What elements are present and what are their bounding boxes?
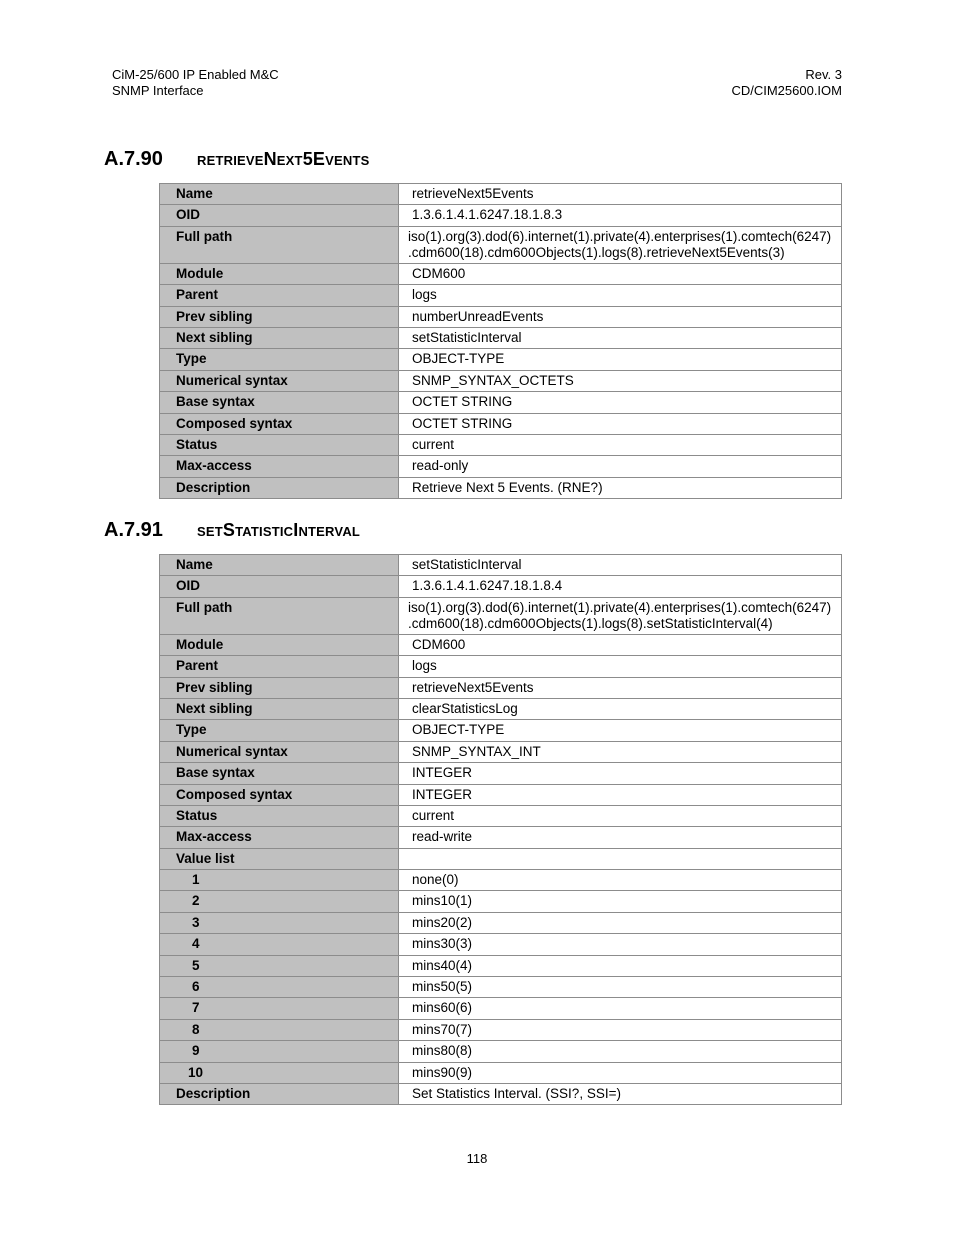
table-row — [160, 555, 842, 576]
row-key: Prev sibling — [160, 306, 399, 327]
row-key: Name — [160, 555, 399, 576]
row-key: Prev sibling — [160, 677, 399, 698]
table-row — [160, 576, 842, 597]
definition-table-1 — [159, 183, 842, 499]
table-row — [160, 741, 842, 762]
table-row — [160, 1019, 842, 1040]
row-value: retrieveNext5Events — [399, 184, 842, 205]
row-value: mins40(4) — [399, 955, 842, 976]
table-row — [160, 827, 842, 848]
row-key: Full path — [160, 597, 399, 634]
row-key: Base syntax — [160, 392, 399, 413]
section-heading-2 — [104, 519, 360, 542]
row-value — [399, 226, 842, 263]
table-row — [160, 763, 842, 784]
row-value: 1.3.6.1.4.1.6247.18.1.8.4 — [399, 576, 842, 597]
table-row — [160, 477, 842, 498]
table-row — [160, 456, 842, 477]
row-value: clearStatisticsLog — [399, 698, 842, 719]
row-value: CDM600 — [399, 263, 842, 284]
row-value: current — [399, 805, 842, 826]
table-row — [160, 306, 842, 327]
row-key: Composed syntax — [160, 413, 399, 434]
row-value — [399, 848, 842, 869]
table-row — [160, 434, 842, 455]
table-row — [160, 998, 842, 1019]
full-path-line-2: .cdm600(18).cdm600Objects(1).logs(8).setStatisticInterval(4) — [408, 615, 773, 631]
row-key: 4 — [160, 934, 399, 955]
header-revision: Rev. 3 — [805, 67, 842, 82]
row-key: Description — [160, 1083, 399, 1104]
row-key: Max-access — [160, 827, 399, 848]
row-value: OCTET STRING — [399, 392, 842, 413]
row-value: SNMP_SYNTAX_INT — [399, 741, 842, 762]
row-key: Name — [160, 184, 399, 205]
row-key: 2 — [160, 891, 399, 912]
header-right — [731, 67, 842, 99]
row-value — [399, 597, 842, 634]
table-row — [160, 656, 842, 677]
row-value: OBJECT-TYPE — [399, 720, 842, 741]
row-value: Set Statistics Interval. (SSI?, SSI=) — [399, 1083, 842, 1104]
table-row — [160, 205, 842, 226]
header-doc-id: CD/CIM25600.IOM — [731, 83, 842, 98]
row-key: 1 — [160, 870, 399, 891]
row-value: INTEGER — [399, 784, 842, 805]
page-number: 118 — [466, 1151, 488, 1166]
table-row — [160, 327, 842, 348]
row-key: 9 — [160, 1041, 399, 1062]
row-key: 7 — [160, 998, 399, 1019]
table-row — [160, 870, 842, 891]
table-row — [160, 848, 842, 869]
definition-table-2 — [159, 554, 842, 1105]
table-row — [160, 285, 842, 306]
row-value: INTEGER — [399, 763, 842, 784]
row-key: Next sibling — [160, 698, 399, 719]
row-key: Max-access — [160, 456, 399, 477]
table-row — [160, 784, 842, 805]
row-value: setStatisticInterval — [399, 555, 842, 576]
table-row — [160, 934, 842, 955]
row-value: mins50(5) — [399, 977, 842, 998]
row-key: Status — [160, 434, 399, 455]
row-value: read-write — [399, 827, 842, 848]
full-path-line-1: iso(1).org(3).dod(6).internet(1).private(4).enterprises(1).comtech(6247) — [408, 228, 832, 244]
row-value: mins20(2) — [399, 912, 842, 933]
full-path-line-1: iso(1).org(3).dod(6).internet(1).private(4).enterprises(1).comtech(6247) — [408, 599, 832, 615]
row-value: mins90(9) — [399, 1062, 842, 1083]
row-key: Value list — [160, 848, 399, 869]
table-row — [160, 349, 842, 370]
row-key: OID — [160, 576, 399, 597]
row-key: OID — [160, 205, 399, 226]
table-row — [160, 597, 842, 634]
row-key: Type — [160, 720, 399, 741]
header-left — [112, 67, 279, 99]
row-value: OBJECT-TYPE — [399, 349, 842, 370]
table-row — [160, 370, 842, 391]
row-value: numberUnreadEvents — [399, 306, 842, 327]
table-row — [160, 677, 842, 698]
row-value: logs — [399, 285, 842, 306]
full-path-line-2: .cdm600(18).cdm600Objects(1).logs(8).retrieveNext5Events(3) — [408, 244, 785, 260]
row-key: Type — [160, 349, 399, 370]
row-key: Description — [160, 477, 399, 498]
table-row — [160, 955, 842, 976]
row-key: 3 — [160, 912, 399, 933]
row-value: retrieveNext5Events — [399, 677, 842, 698]
table-row — [160, 184, 842, 205]
row-value: 1.3.6.1.4.1.6247.18.1.8.3 — [399, 205, 842, 226]
table-row — [160, 263, 842, 284]
table-row — [160, 720, 842, 741]
row-key: Module — [160, 634, 399, 655]
row-value: current — [399, 434, 842, 455]
table-row — [160, 413, 842, 434]
row-value: setStatisticInterval — [399, 327, 842, 348]
row-value: SNMP_SYNTAX_OCTETS — [399, 370, 842, 391]
row-key: Numerical syntax — [160, 741, 399, 762]
table-row — [160, 634, 842, 655]
row-key: Parent — [160, 285, 399, 306]
section-title: retrieveNext5Events — [197, 149, 370, 169]
section-heading-1 — [104, 148, 369, 171]
table-row — [160, 805, 842, 826]
row-key: 5 — [160, 955, 399, 976]
table-row — [160, 912, 842, 933]
table-row — [160, 698, 842, 719]
table-row — [160, 392, 842, 413]
row-value: mins10(1) — [399, 891, 842, 912]
section-title: setStatisticInterval — [197, 520, 361, 540]
row-key: 8 — [160, 1019, 399, 1040]
header-doc-subtitle: SNMP Interface — [112, 83, 204, 98]
row-value: logs — [399, 656, 842, 677]
table-row — [160, 891, 842, 912]
row-key: Numerical syntax — [160, 370, 399, 391]
row-value: read-only — [399, 456, 842, 477]
table-row — [160, 1062, 842, 1083]
row-value: none(0) — [399, 870, 842, 891]
row-value: mins70(7) — [399, 1019, 842, 1040]
row-value: Retrieve Next 5 Events. (RNE?) — [399, 477, 842, 498]
row-value: CDM600 — [399, 634, 842, 655]
row-value: mins80(8) — [399, 1041, 842, 1062]
row-value: OCTET STRING — [399, 413, 842, 434]
row-key: Composed syntax — [160, 784, 399, 805]
row-key: Module — [160, 263, 399, 284]
table-row — [160, 977, 842, 998]
row-key: 10 — [160, 1062, 399, 1083]
row-key: Full path — [160, 226, 399, 263]
row-key: Parent — [160, 656, 399, 677]
row-key: Status — [160, 805, 399, 826]
row-value: mins30(3) — [399, 934, 842, 955]
section-number: A.7.91 — [104, 519, 163, 541]
table-row — [160, 226, 842, 263]
section-number: A.7.90 — [104, 148, 163, 170]
row-value: mins60(6) — [399, 998, 842, 1019]
table-row — [160, 1083, 842, 1104]
row-key: Base syntax — [160, 763, 399, 784]
header-doc-title: CiM-25/600 IP Enabled M&C — [112, 67, 279, 82]
table-row — [160, 1041, 842, 1062]
row-key: Next sibling — [160, 327, 399, 348]
row-key: 6 — [160, 977, 399, 998]
